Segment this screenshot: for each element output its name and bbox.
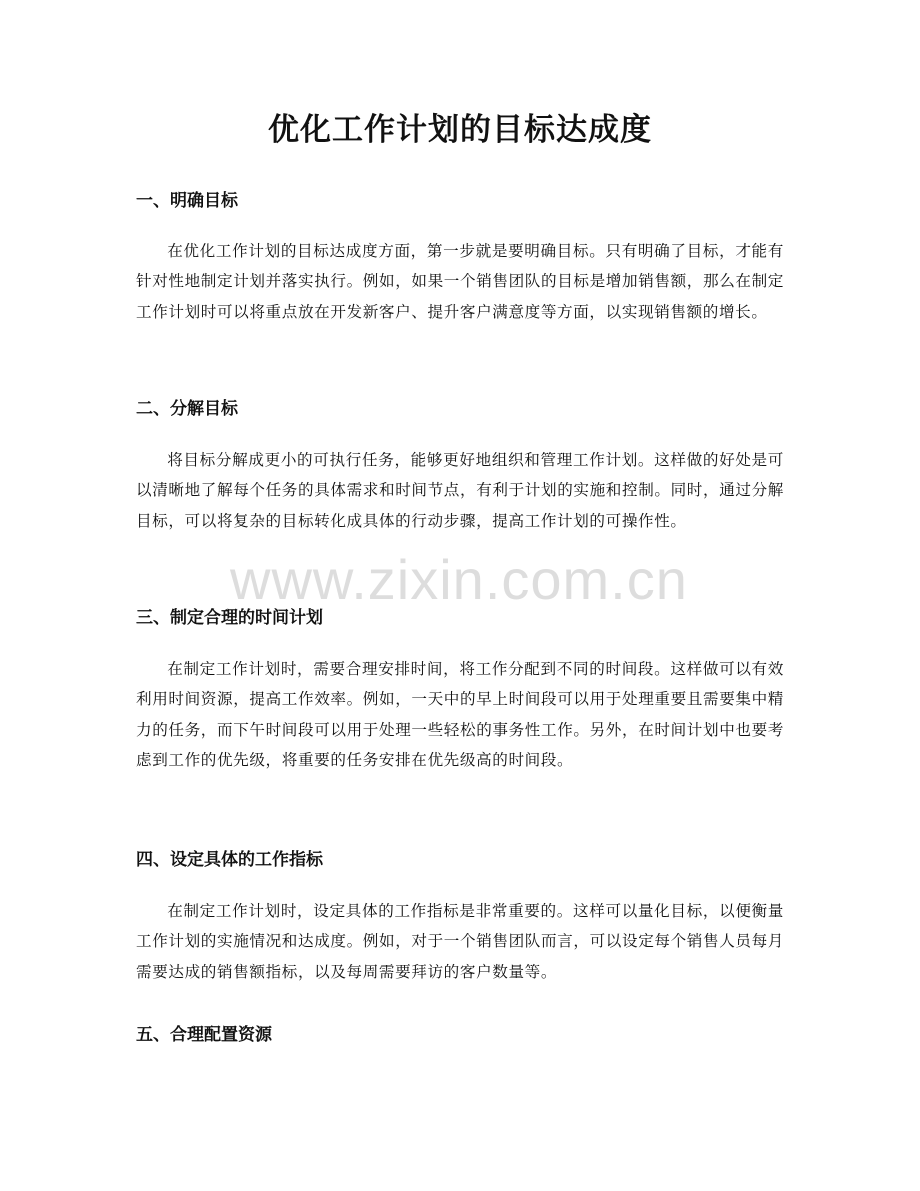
section-heading-3: 三、制定合理的时间计划	[136, 608, 323, 628]
watermark: www.zixin.com.cn	[230, 548, 688, 611]
section-body-3: 在制定工作计划时，需要合理安排时间，将工作分配到不同的时间段。这样做可以有效利用时间资源，提高工作效率。例如，一天中的早上时间段可以用于处理重要且需要集中精力的任务，而下午时间段可以用于处理一些轻松的事务性工作。另外，在时间计划中也要考虑到工作的优先级，将重要的任务安排在优先级高的时间段。	[136, 660, 784, 769]
section-heading-1: 一、明确目标	[136, 191, 238, 211]
section-heading-2: 二、分解目标	[136, 399, 238, 419]
section-heading-5: 五、合理配置资源	[136, 1025, 272, 1045]
section-body-4: 在制定工作计划时，设定具体的工作指标是非常重要的。这样可以量化目标，以便衡量工作计划的实施情况和达成度。例如，对于一个销售团队而言，可以设定每个销售人员每月需要达成的销售额指标，以及每周需要拜访的客户数量等。	[136, 902, 784, 981]
section-body-2: 将目标分解成更小的可执行任务，能够更好地组织和管理工作计划。这样做的好处是可以清晰地了解每个任务的具体需求和时间节点，有利于计划的实施和控制。同时，通过分解目标，可以将复杂的目标转化成具体的行动步骤，提高工作计划的可操作性。	[136, 451, 784, 530]
section-body-1: 在优化工作计划的目标达成度方面，第一步就是要明确目标。只有明确了目标，才能有针对性地制定计划并落实执行。例如，如果一个销售团队的目标是增加销售额，那么在制定工作计划时可以将重点放在开发新客户、提升客户满意度等方面，以实现销售额的增长。	[136, 242, 784, 321]
section-heading-4: 四、设定具体的工作指标	[136, 850, 323, 870]
document-title: 优化工作计划的目标达成度	[268, 112, 652, 148]
